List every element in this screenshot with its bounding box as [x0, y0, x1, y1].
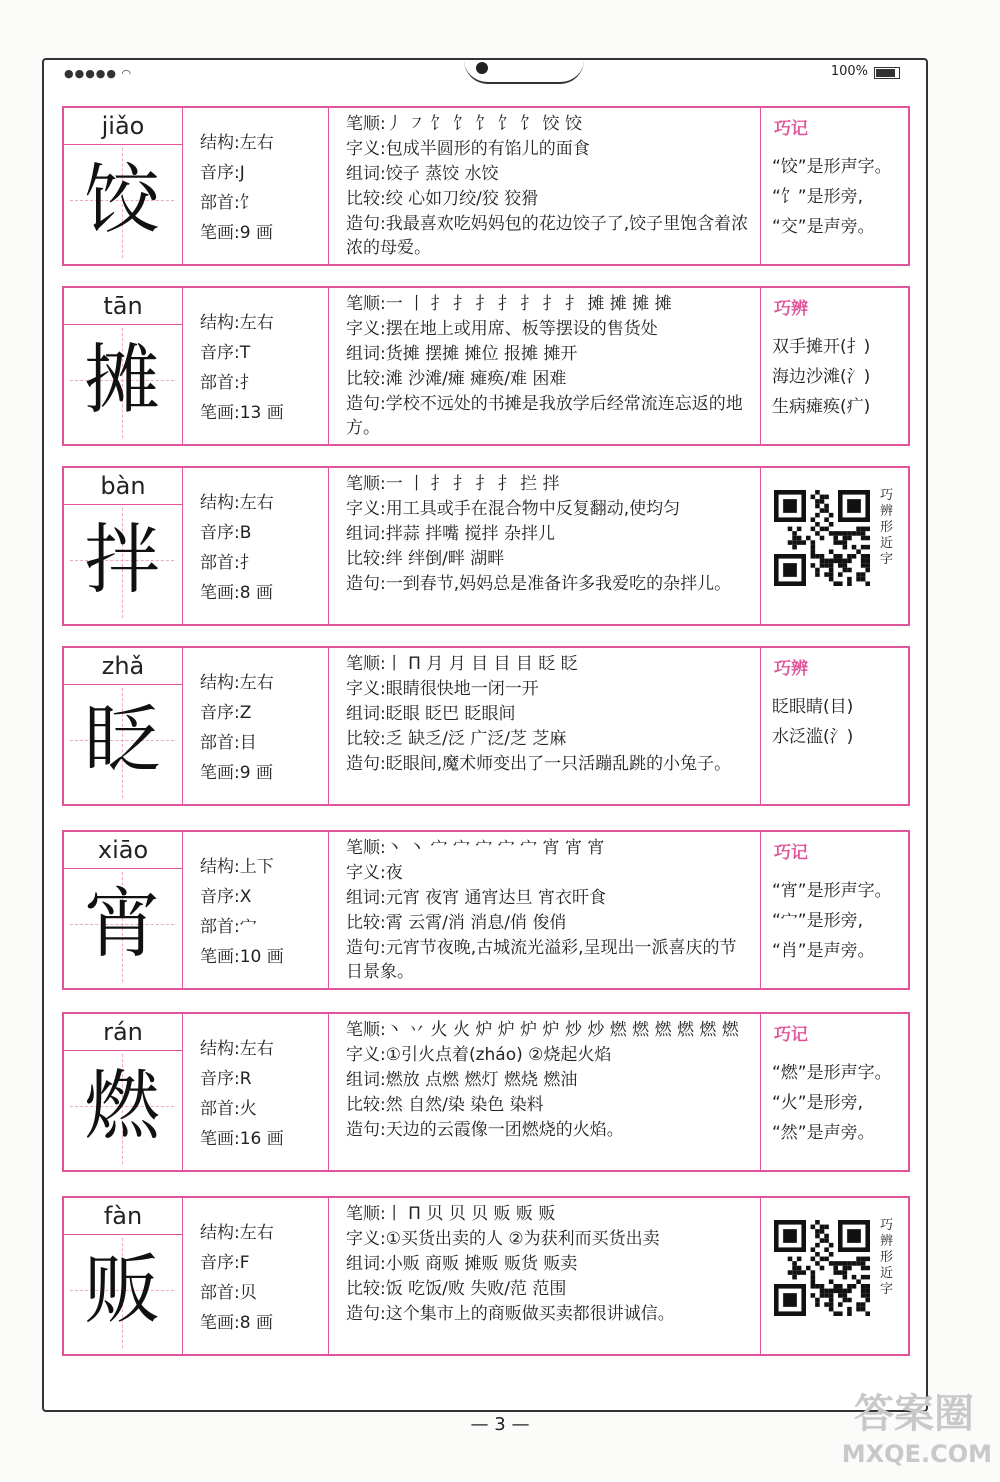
- detail-words: 组词:燃放 点燃 燃灯 燃烧 燃油: [346, 1070, 578, 1090]
- large-character: 眨: [84, 695, 160, 784]
- detail-compare: 比较:乏 缺乏/泛 广泛/芝 芝麻: [346, 729, 567, 749]
- tip-title: 巧记: [774, 843, 808, 863]
- tip-title: 巧辨: [774, 659, 808, 679]
- detail-column: [330, 468, 761, 624]
- tip-column: [762, 288, 908, 444]
- character-column: [64, 648, 183, 804]
- detail-sentence: 造句:天边的云霞像一团燃烧的火焰。: [346, 1120, 624, 1140]
- info-structure: 结构:上下: [200, 857, 274, 877]
- detail-words: 组词:元宵 夜宵 通宵达旦 宵衣旰食: [346, 888, 606, 908]
- large-character: 宵: [84, 879, 160, 968]
- tip-line: “饣”是形旁,: [772, 187, 864, 207]
- detail-stroke-order: 笔顺:丨 П 贝 贝 贝 贩 贩 贩: [346, 1204, 556, 1224]
- qr-code-icon: [774, 490, 870, 586]
- detail-meaning: 字义:眼睛很快地一闭一开: [346, 679, 539, 699]
- tip-line: “宀”是形旁,: [772, 911, 864, 931]
- detail-words: 组词:小贩 商贩 摊贩 贩货 贩卖: [346, 1254, 578, 1274]
- tip-line: 眨眼睛(目): [772, 697, 854, 717]
- character-card: [62, 830, 910, 990]
- tip-title: 巧记: [774, 119, 808, 139]
- detail-column: [330, 832, 761, 988]
- info-radical: 部首:目: [200, 733, 257, 753]
- tip-line: “交”是声旁。: [772, 217, 875, 237]
- watermark-url: MXQE.COM: [841, 1440, 992, 1468]
- battery-icon: [874, 67, 900, 79]
- character-column: [64, 832, 183, 988]
- tip-line: 生病瘫痪(疒): [772, 397, 871, 417]
- pinyin-rule: [64, 868, 182, 869]
- pinyin-rule: [64, 504, 182, 505]
- info-order: 音序:Z: [200, 703, 252, 723]
- detail-stroke-order: 笔顺:丶 丷 火 火 炉 炉 炉 炉 炒 炒 燃 燃 燃 燃 燃 燃: [346, 1020, 739, 1040]
- info-order: 音序:F: [200, 1253, 250, 1273]
- tip-column: [762, 108, 908, 264]
- character-column: [64, 288, 183, 444]
- info-column: [184, 1198, 329, 1354]
- detail-stroke-order: 笔顺:一 丨 扌 扌 扌 扌 拦 拌: [346, 474, 560, 494]
- pinyin-rule: [64, 1234, 182, 1235]
- detail-compare: 比较:绞 心如刀绞/狡 狡猾: [346, 189, 539, 209]
- detail-column: [330, 648, 761, 804]
- tip-line: 双手摊开(扌): [772, 337, 871, 357]
- character-card: [62, 1196, 910, 1356]
- pinyin: jiǎo: [101, 112, 145, 140]
- detail-words: 组词:眨眼 眨巴 眨眼间: [346, 704, 516, 724]
- detail-words: 组词:拌蒜 拌嘴 搅拌 杂拌儿: [346, 524, 555, 544]
- large-character: 饺: [84, 155, 160, 244]
- info-column: [184, 648, 329, 804]
- detail-meaning: 字义:夜: [346, 863, 403, 883]
- character-column: [64, 108, 183, 264]
- large-character: 拌: [84, 515, 160, 604]
- info-order: 音序:J: [200, 163, 245, 183]
- detail-stroke-order: 笔顺:丶 丶 宀 宀 宀 宀 宀 宵 宵 宵: [346, 838, 605, 858]
- detail-stroke-order: 笔顺:一 丨 扌 扌 扌 扌 扌 扌 扌 摊 摊 摊 摊: [346, 294, 672, 314]
- info-column: [184, 1014, 329, 1170]
- tip-line: “然”是声旁。: [772, 1123, 875, 1143]
- pinyin-rule: [64, 144, 182, 145]
- info-strokes: 笔画:8 画: [200, 583, 273, 603]
- info-structure: 结构:左右: [200, 1223, 274, 1243]
- tip-line: “火”是形旁,: [772, 1093, 864, 1113]
- pinyin-rule: [64, 1050, 182, 1051]
- large-character: 摊: [84, 335, 160, 424]
- detail-compare: 比较:滩 沙滩/瘫 瘫痪/难 困难: [346, 369, 567, 389]
- detail-words: 组词:饺子 蒸饺 水饺: [346, 164, 499, 184]
- info-strokes: 笔画:8 画: [200, 1313, 273, 1333]
- info-order: 音序:T: [200, 343, 251, 363]
- character-card: [62, 106, 910, 266]
- detail-sentence: 造句:一到春节,妈妈总是准备许多我爱吃的杂拌儿。: [346, 574, 732, 594]
- battery-percent: 100%: [830, 64, 868, 79]
- tip-line: “宵”是形声字。: [772, 881, 892, 901]
- tip-title: 巧辨: [774, 299, 808, 319]
- detail-sentence: 造句:元宵节夜晚,古城流光溢彩,呈现出一派喜庆的节日景象。: [346, 938, 737, 982]
- info-radical: 部首:贝: [200, 1283, 257, 1303]
- tip-line: “燃”是形声字。: [772, 1063, 892, 1083]
- detail-column: [330, 1198, 761, 1354]
- info-strokes: 笔画:9 画: [200, 223, 273, 243]
- detail-meaning: 字义:①买货出卖的人 ②为获利而买货出卖: [346, 1229, 660, 1249]
- info-column: [184, 108, 329, 264]
- info-column: [184, 832, 329, 988]
- info-order: 音序:R: [200, 1069, 252, 1089]
- detail-words: 组词:货摊 摆摊 摊位 报摊 摊开: [346, 344, 578, 364]
- character-card: [62, 286, 910, 446]
- detail-sentence: 造句:这个集市上的商贩做买卖都很讲诚信。: [346, 1304, 675, 1324]
- info-order: 音序:B: [200, 523, 252, 543]
- info-structure: 结构:左右: [200, 493, 274, 513]
- qr-code-icon: [774, 1220, 870, 1316]
- character-column: [64, 468, 183, 624]
- info-strokes: 笔画:10 画: [200, 947, 284, 967]
- qr-code[interactable]: [774, 490, 870, 586]
- page-number: — 3 —: [470, 1414, 530, 1435]
- signal-icon: ●●●●● ◠: [64, 67, 133, 80]
- tip-column: [762, 1198, 908, 1354]
- detail-meaning: 字义:用工具或手在混合物中反复翻动,使均匀: [346, 499, 681, 519]
- pinyin-rule: [64, 684, 182, 685]
- tip-column: [762, 1014, 908, 1170]
- info-radical: 部首:扌: [200, 373, 257, 393]
- tip-title: 巧记: [774, 1025, 808, 1045]
- qr-label: 巧辨形近字: [880, 488, 894, 567]
- info-order: 音序:X: [200, 887, 252, 907]
- info-radical: 部首:火: [200, 1099, 257, 1119]
- info-column: [184, 288, 329, 444]
- tip-line: “饺”是形声字。: [772, 157, 892, 177]
- pinyin: bàn: [100, 472, 146, 500]
- tip-line: “肖”是声旁。: [772, 941, 875, 961]
- detail-stroke-order: 笔顺:丿 ㇇ 饣 饣 饣 饣 饣 饺 饺: [346, 114, 582, 134]
- detail-sentence: 造句:我最喜欢吃妈妈包的花边饺子了,饺子里饱含着浓浓的母爱。: [346, 214, 749, 258]
- tip-line: 水泛滥(氵): [772, 727, 854, 747]
- pinyin: xiāo: [97, 836, 149, 864]
- info-radical: 部首:扌: [200, 553, 257, 573]
- tip-line: 海边沙滩(氵): [772, 367, 871, 387]
- info-strokes: 笔画:16 画: [200, 1129, 284, 1149]
- character-column: [64, 1198, 183, 1354]
- detail-compare: 比较:饭 吃饭/败 失败/范 范围: [346, 1279, 567, 1299]
- info-structure: 结构:左右: [200, 313, 274, 333]
- watermark-logo: 答案圈: [854, 1391, 974, 1437]
- large-character: 贩: [84, 1245, 160, 1334]
- tip-column: [762, 832, 908, 988]
- info-radical: 部首:饣: [200, 193, 257, 213]
- pinyin: zhǎ: [101, 652, 145, 680]
- camera-icon: [476, 62, 488, 74]
- qr-label: 巧辨形近字: [880, 1218, 894, 1297]
- tip-column: [762, 648, 908, 804]
- detail-sentence: 造句:学校不远处的书摊是我放学后经常流连忘返的地方。: [346, 394, 743, 438]
- detail-compare: 比较:绊 绊倒/畔 湖畔: [346, 549, 505, 569]
- detail-sentence: 造句:眨眼间,魔术师变出了一只活蹦乱跳的小兔子。: [346, 754, 732, 774]
- info-structure: 结构:左右: [200, 673, 274, 693]
- pinyin: fàn: [103, 1202, 143, 1230]
- detail-stroke-order: 笔顺:丨 П 月 月 目 目 目 眨 眨: [346, 654, 578, 674]
- qr-code[interactable]: [774, 1220, 870, 1316]
- detail-column: [330, 1014, 761, 1170]
- detail-column: [330, 288, 761, 444]
- info-structure: 结构:左右: [200, 1039, 274, 1059]
- character-card: [62, 646, 910, 806]
- info-column: [184, 468, 329, 624]
- large-character: 燃: [84, 1061, 160, 1150]
- character-card: [62, 466, 910, 626]
- pinyin: tān: [103, 292, 143, 320]
- tip-column: [762, 468, 908, 624]
- character-card: [62, 1012, 910, 1172]
- detail-meaning: 字义:包成半圆形的有馅儿的面食: [346, 139, 590, 159]
- detail-column: [330, 108, 761, 264]
- character-column: [64, 1014, 183, 1170]
- info-structure: 结构:左右: [200, 133, 274, 153]
- detail-meaning: 字义:①引火点着(zháo) ②烧起火焰: [346, 1045, 612, 1065]
- info-radical: 部首:宀: [200, 917, 257, 937]
- info-strokes: 笔画:9 画: [200, 763, 273, 783]
- info-strokes: 笔画:13 画: [200, 403, 284, 423]
- detail-compare: 比较:霄 云霄/消 消息/俏 俊俏: [346, 913, 567, 933]
- detail-compare: 比较:然 自然/染 染色 染料: [346, 1095, 544, 1115]
- pinyin-rule: [64, 324, 182, 325]
- detail-meaning: 字义:摆在地上或用席、板等摆设的售货处: [346, 319, 658, 339]
- pinyin: rán: [103, 1018, 143, 1046]
